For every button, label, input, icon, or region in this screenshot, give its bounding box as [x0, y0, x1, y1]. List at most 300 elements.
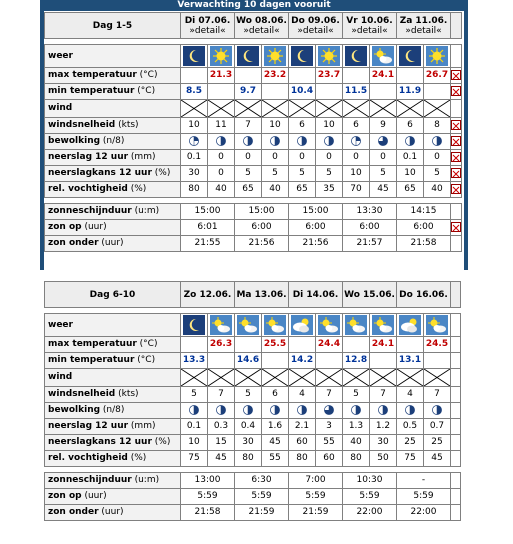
day-date: Wo 08.06.: [236, 15, 287, 26]
detail-link[interactable]: »detail«: [189, 25, 226, 36]
weer-label-text: weer: [48, 50, 73, 61]
zon-op-unit: (uur): [81, 491, 107, 501]
windsnelheid-value: 4: [397, 387, 424, 403]
min-temp-empty: [424, 84, 451, 100]
sun-cloud-icon: [424, 314, 451, 337]
min-temp-row: [45, 84, 462, 100]
windsnelheid-value: 10: [262, 118, 289, 134]
period-label: Dag 1-5: [45, 13, 181, 39]
vochtigheid-label: [45, 451, 181, 467]
night-clear-icon: [397, 45, 424, 68]
header-spacer: [451, 282, 461, 308]
wind-unknown-icon: [208, 100, 235, 118]
day-header: [235, 282, 289, 308]
vochtigheid-value: 40: [424, 182, 451, 198]
cloud-cover-icon: [370, 403, 397, 419]
row-toggle-cell: [451, 134, 462, 150]
neerslag-value: 0.3: [208, 419, 235, 435]
neerslagkans-value: 25: [397, 435, 424, 451]
vochtigheid-value: 80: [289, 451, 316, 467]
max-temp-value: 23.7: [316, 68, 343, 84]
windsnelheid-value: 11: [208, 118, 235, 134]
windsnelheid-value: 7: [316, 387, 343, 403]
zonneschijnduur-value: 10:30: [343, 473, 397, 489]
min-temp-value: 13.3: [181, 353, 208, 369]
zon-onder-unit: (uur): [98, 238, 124, 248]
max-temp-empty: [343, 337, 370, 353]
vochtigheid-value: 65: [235, 182, 262, 198]
row-toggle-cell: [451, 369, 461, 387]
wind-unknown-icon: [235, 100, 262, 118]
max-temp-empty: [397, 68, 424, 84]
min-temp-label-text: min temperatuur: [48, 86, 135, 96]
neerslag-unit: (mm): [128, 152, 156, 162]
min-temp-empty: [424, 353, 451, 369]
vochtigheid-value: 75: [397, 451, 424, 467]
max-temp-empty: [289, 68, 316, 84]
cloud-cover-icon: [424, 134, 451, 150]
sun-cloud-icon: [370, 45, 397, 68]
windsnelheid-value: 6: [289, 118, 316, 134]
sun-cloud-icon: [343, 314, 370, 337]
neerslagkans-value: 30: [181, 166, 208, 182]
cloud-cover-icon: [262, 403, 289, 419]
max-temp-value: 26.3: [208, 337, 235, 353]
zonneschijnduur-value: -: [397, 473, 451, 489]
windsnelheid-value: 8: [424, 118, 451, 134]
zonneschijnduur-unit: (u:m): [131, 475, 160, 485]
row-toggle-cell: [451, 451, 461, 467]
vochtigheid-value: 80: [181, 182, 208, 198]
row-toggle-cell: [451, 473, 461, 489]
zonneschijnduur-value: 13:30: [343, 204, 397, 220]
windsnelheid-row: [45, 387, 461, 403]
max-temp-value: 23.2: [262, 68, 289, 84]
cloud-cover-icon: [181, 134, 208, 150]
min-temp-value: 13.1: [397, 353, 424, 369]
row-toggle-checkbox[interactable]: [451, 120, 461, 130]
row-toggle-checkbox[interactable]: [451, 184, 461, 194]
neerslag-value: 0: [208, 150, 235, 166]
windsnelheid-value: 6: [262, 387, 289, 403]
zon-onder-value: 21:56: [235, 236, 289, 252]
max-temp-label: [45, 68, 181, 84]
weer-row: [45, 314, 461, 337]
zon-op-row: [45, 489, 461, 505]
max-temp-empty: [235, 337, 262, 353]
neerslag-label-text: neerslag 12 uur: [48, 152, 129, 162]
period-label: Dag 6-10: [45, 282, 181, 308]
wind-unknown-icon: [343, 100, 370, 118]
detail-link[interactable]: »detail«: [405, 25, 442, 36]
row-toggle-cell: [451, 505, 461, 521]
zon-op-value: 5:59: [181, 489, 235, 505]
vochtigheid-value: 35: [316, 182, 343, 198]
row-toggle-cell: [451, 118, 462, 134]
max-temp-value: 24.1: [370, 68, 397, 84]
sun-icon: [208, 45, 235, 68]
neerslag-value: 1.6: [262, 419, 289, 435]
sun-cloud-icon: [370, 314, 397, 337]
header-row: [45, 282, 461, 308]
forecast-frame: [40, 0, 470, 544]
neerslagkans-value: 10: [343, 166, 370, 182]
day-header: [289, 13, 343, 39]
wind-label: [45, 100, 181, 118]
max-temp-empty: [181, 68, 208, 84]
wind-unknown-icon: [181, 100, 208, 118]
zonneschijnduur-label: [45, 473, 181, 489]
max-temp-row: [45, 337, 461, 353]
min-temp-empty: [316, 84, 343, 100]
day-date: Di 07.06.: [184, 15, 231, 26]
neerslagkans-value: 40: [343, 435, 370, 451]
cloud-cover-icon: [235, 403, 262, 419]
wind-label: [45, 369, 181, 387]
zon-onder-row: [45, 236, 462, 252]
min-temp-empty: [208, 84, 235, 100]
max-temp-value: 24.1: [370, 337, 397, 353]
night-clear-icon: [181, 45, 208, 68]
vochtigheid-row: [45, 182, 462, 198]
neerslagkans-value: 10: [181, 435, 208, 451]
neerslag-value: 0.1: [181, 419, 208, 435]
max-temp-row: [45, 68, 462, 84]
neerslag-row: [45, 150, 462, 166]
windsnelheid-value: 7: [424, 387, 451, 403]
cloud-cover-icon: [181, 403, 208, 419]
neerslagkans-value: 25: [424, 435, 451, 451]
neerslag-unit: (mm): [128, 421, 156, 431]
zonneschijnduur-value: 15:00: [235, 204, 289, 220]
vochtigheid-label-text: rel. vochtigheid: [48, 184, 128, 194]
windsnelheid-label-text: windsnelheid: [48, 120, 116, 130]
weer-row: [45, 45, 462, 68]
row-toggle-cell: [451, 84, 462, 100]
night-clear-icon: [289, 45, 316, 68]
neerslag-value: 0: [262, 150, 289, 166]
max-temp-label-text: max temperatuur: [48, 70, 137, 80]
neerslag-value: 1.2: [370, 419, 397, 435]
row-toggle-cell: [451, 387, 461, 403]
min-temp-empty: [370, 84, 397, 100]
windsnelheid-value: 4: [289, 387, 316, 403]
right-bar: [464, 0, 468, 270]
min-temp-unit: (°C): [134, 355, 156, 365]
day-header: [397, 282, 451, 308]
detail-link[interactable]: »detail«: [297, 25, 334, 36]
header-spacer: [451, 13, 462, 39]
windsnelheid-value: 6: [397, 118, 424, 134]
neerslag-value: 0: [343, 150, 370, 166]
sun-cloud-icon: [235, 314, 262, 337]
windsnelheid-value: 5: [343, 387, 370, 403]
row-toggle-cell: [451, 166, 462, 182]
vochtigheid-unit: (%): [127, 184, 147, 194]
neerslag-value: 0.7: [424, 419, 451, 435]
bewolking-row: [45, 403, 461, 419]
vochtigheid-value: 65: [289, 182, 316, 198]
windsnelheid-value: 6: [343, 118, 370, 134]
row-toggle-checkbox[interactable]: [451, 70, 461, 80]
vochtigheid-value: 40: [262, 182, 289, 198]
zon-op-value: 6:00: [343, 220, 397, 236]
zonneschijnduur-label: [45, 204, 181, 220]
max-temp-empty: [343, 68, 370, 84]
row-toggle-cell: [451, 150, 462, 166]
zon-onder-value: 21:59: [235, 505, 289, 521]
neerslag-label: [45, 419, 181, 435]
neerslag-value: 2.1: [289, 419, 316, 435]
vochtigheid-value: 65: [397, 182, 424, 198]
bewolking-label: [45, 403, 181, 419]
bewolking-label: [45, 134, 181, 150]
windsnelheid-value: 10: [316, 118, 343, 134]
wind-unknown-icon: [262, 369, 289, 387]
neerslagkans-unit: (%): [151, 168, 171, 178]
zon-op-unit: (uur): [81, 222, 107, 232]
max-temp-empty: [397, 337, 424, 353]
vochtigheid-value: 60: [316, 451, 343, 467]
wind-label-text: wind: [48, 103, 73, 113]
vochtigheid-value: 75: [181, 451, 208, 467]
neerslagkans-value: 60: [289, 435, 316, 451]
neerslagkans-value: 5: [289, 166, 316, 182]
row-toggle-cell: [451, 204, 462, 220]
zonneschijnduur-label-text: zonneschijnduur: [48, 475, 132, 485]
zon-op-value: 5:59: [235, 489, 289, 505]
wind-unknown-icon: [316, 369, 343, 387]
neerslag-value: 0.1: [397, 150, 424, 166]
row-toggle-cell: [451, 45, 462, 68]
zon-onder-value: 21:58: [397, 236, 451, 252]
night-clear-icon: [343, 45, 370, 68]
cloud-cover-icon: [316, 403, 343, 419]
windsnelheid-label: [45, 118, 181, 134]
day-header: [235, 13, 289, 39]
max-temp-unit: (°C): [136, 70, 158, 80]
day-date: Do 09.06.: [291, 15, 340, 26]
row-toggle-cell: [451, 489, 461, 505]
neerslagkans-label-text: neerslagkans 12 uur: [48, 437, 152, 447]
zon-onder-value: 21:59: [289, 505, 343, 521]
day-header: [397, 13, 451, 39]
min-temp-value: 14.2: [289, 353, 316, 369]
min-temp-unit: (°C): [134, 86, 156, 96]
cloud-cover-icon: [289, 403, 316, 419]
row-toggle-checkbox[interactable]: [451, 86, 461, 96]
row-toggle-cell: [451, 419, 461, 435]
night-clear-icon: [181, 314, 208, 337]
row-toggle-checkbox[interactable]: [451, 222, 461, 232]
vochtigheid-value: 70: [343, 182, 370, 198]
forecast-table-2: [44, 281, 461, 521]
wind-unknown-icon: [208, 369, 235, 387]
wind-unknown-icon: [289, 369, 316, 387]
zon-onder-value: 21:58: [181, 505, 235, 521]
windsnelheid-value: 10: [181, 118, 208, 134]
vochtigheid-value: 80: [235, 451, 262, 467]
cloud-cover-icon: [397, 134, 424, 150]
neerslagkans-value: 30: [370, 435, 397, 451]
weer-label-text: weer: [48, 319, 73, 330]
zon-op-value: 6:00: [397, 220, 451, 236]
neerslagkans-value: 5: [316, 166, 343, 182]
zonneschijnduur-label-text: zonneschijnduur: [48, 206, 132, 216]
max-temp-value: 26.7: [424, 68, 451, 84]
zon-onder-label: [45, 505, 181, 521]
sun-icon: [424, 45, 451, 68]
max-temp-empty: [289, 337, 316, 353]
day-date: Di 14.06.: [292, 289, 339, 300]
day-date: Zo 12.06.: [183, 289, 232, 300]
weer-label: [45, 314, 181, 337]
neerslagkans-value: 5: [424, 166, 451, 182]
row-toggle-checkbox[interactable]: [451, 168, 461, 178]
zon-onder-value: 22:00: [397, 505, 451, 521]
day-date: Vr 10.06.: [346, 15, 393, 26]
night-clear-icon: [235, 45, 262, 68]
windsnelheid-unit: (kts): [115, 120, 139, 130]
neerslagkans-value: 5: [262, 166, 289, 182]
row-toggle-cell: [451, 435, 461, 451]
min-temp-empty: [262, 84, 289, 100]
zon-op-row: [45, 220, 462, 236]
day-header: [289, 282, 343, 308]
min-temp-value: 11.9: [397, 84, 424, 100]
cloud-sun-icon: [397, 314, 424, 337]
windsnelheid-value: 7: [370, 387, 397, 403]
vochtigheid-value: 55: [262, 451, 289, 467]
cloud-cover-icon: [208, 403, 235, 419]
bewolking-unit: (n/8): [100, 405, 125, 415]
neerslagkans-value: 55: [316, 435, 343, 451]
zon-onder-row: [45, 505, 461, 521]
windsnelheid-unit: (kts): [115, 389, 139, 399]
zon-op-label-text: zon op: [48, 222, 82, 232]
wind-unknown-icon: [424, 369, 451, 387]
neerslag-row: [45, 419, 461, 435]
page-title: Verwachting 10 dagen vooruit: [44, 0, 464, 11]
zon-op-value: 6:01: [181, 220, 235, 236]
neerslagkans-label: [45, 166, 181, 182]
row-toggle-cell: [451, 220, 462, 236]
day-header: [343, 13, 397, 39]
windsnelheid-value: 5: [235, 387, 262, 403]
wind-row: [45, 100, 462, 118]
vochtigheid-value: 45: [424, 451, 451, 467]
wind-unknown-icon: [289, 100, 316, 118]
min-temp-empty: [316, 353, 343, 369]
wind-unknown-icon: [370, 100, 397, 118]
row-toggle-cell: [451, 403, 461, 419]
neerslagkans-unit: (%): [151, 437, 171, 447]
neerslagkans-row: [45, 166, 462, 182]
zonneschijnduur-row: [45, 473, 461, 489]
max-temp-value: 21.3: [208, 68, 235, 84]
zonneschijnduur-row: [45, 204, 462, 220]
neerslag-label-text: neerslag 12 uur: [48, 421, 129, 431]
bewolking-label-text: bewolking: [48, 405, 101, 415]
zonneschijnduur-unit: (u:m): [131, 206, 160, 216]
zon-op-label: [45, 220, 181, 236]
zon-onder-label-text: zon onder: [48, 238, 99, 248]
zonneschijnduur-value: 15:00: [289, 204, 343, 220]
vochtigheid-label: [45, 182, 181, 198]
neerslag-value: 0.1: [181, 150, 208, 166]
min-temp-value: 9.7: [235, 84, 262, 100]
windsnelheid-value: 5: [181, 387, 208, 403]
row-toggle-checkbox[interactable]: [451, 136, 461, 146]
windsnelheid-value: 9: [370, 118, 397, 134]
sun-cloud-icon: [262, 314, 289, 337]
zonneschijnduur-value: 6:30: [235, 473, 289, 489]
zon-onder-value: 21:55: [181, 236, 235, 252]
windsnelheid-value: 7: [208, 387, 235, 403]
detail-link[interactable]: »detail«: [243, 25, 280, 36]
row-toggle-cell: [451, 182, 462, 198]
row-toggle-cell: [451, 68, 462, 84]
windsnelheid-label: [45, 387, 181, 403]
neerslagkans-row: [45, 435, 461, 451]
zon-onder-value: 21:56: [289, 236, 343, 252]
neerslag-label: [45, 150, 181, 166]
day-date: Ma 13.06.: [236, 289, 287, 300]
day-date: Do 16.06.: [399, 289, 448, 300]
neerslagkans-value: 45: [262, 435, 289, 451]
cloud-sun-icon: [289, 314, 316, 337]
min-temp-value: 12.8: [343, 353, 370, 369]
neerslag-value: 0: [235, 150, 262, 166]
zonneschijnduur-value: 14:15: [397, 204, 451, 220]
zon-onder-unit: (uur): [98, 507, 124, 517]
neerslag-value: 0.5: [397, 419, 424, 435]
row-toggle-checkbox[interactable]: [451, 152, 461, 162]
zon-onder-label-text: zon onder: [48, 507, 99, 517]
windsnelheid-row: [45, 118, 462, 134]
wind-label-text: wind: [48, 372, 73, 382]
bewolking-label-text: bewolking: [48, 136, 101, 146]
day-header: [343, 282, 397, 308]
vochtigheid-unit: (%): [127, 453, 147, 463]
max-temp-empty: [181, 337, 208, 353]
neerslag-value: 0: [424, 150, 451, 166]
cloud-cover-icon: [370, 134, 397, 150]
min-temp-empty: [208, 353, 235, 369]
sun-cloud-icon: [316, 314, 343, 337]
vochtigheid-row: [45, 451, 461, 467]
cloud-cover-icon: [397, 403, 424, 419]
row-toggle-cell: [451, 100, 462, 118]
zonneschijnduur-value: 7:00: [289, 473, 343, 489]
neerslagkans-value: 5: [235, 166, 262, 182]
max-temp-value: 24.5: [424, 337, 451, 353]
min-temp-value: 10.4: [289, 84, 316, 100]
vochtigheid-value: 40: [208, 182, 235, 198]
neerslagkans-label: [45, 435, 181, 451]
sun-cloud-icon: [208, 314, 235, 337]
wind-unknown-icon: [397, 369, 424, 387]
vochtigheid-value: 45: [208, 451, 235, 467]
detail-link[interactable]: »detail«: [351, 25, 388, 36]
row-toggle-cell: [451, 236, 462, 252]
zon-op-value: 5:59: [343, 489, 397, 505]
weer-label: [45, 45, 181, 68]
row-toggle-cell: [451, 337, 461, 353]
zon-op-label: [45, 489, 181, 505]
vochtigheid-value: 80: [343, 451, 370, 467]
vochtigheid-label-text: rel. vochtigheid: [48, 453, 128, 463]
